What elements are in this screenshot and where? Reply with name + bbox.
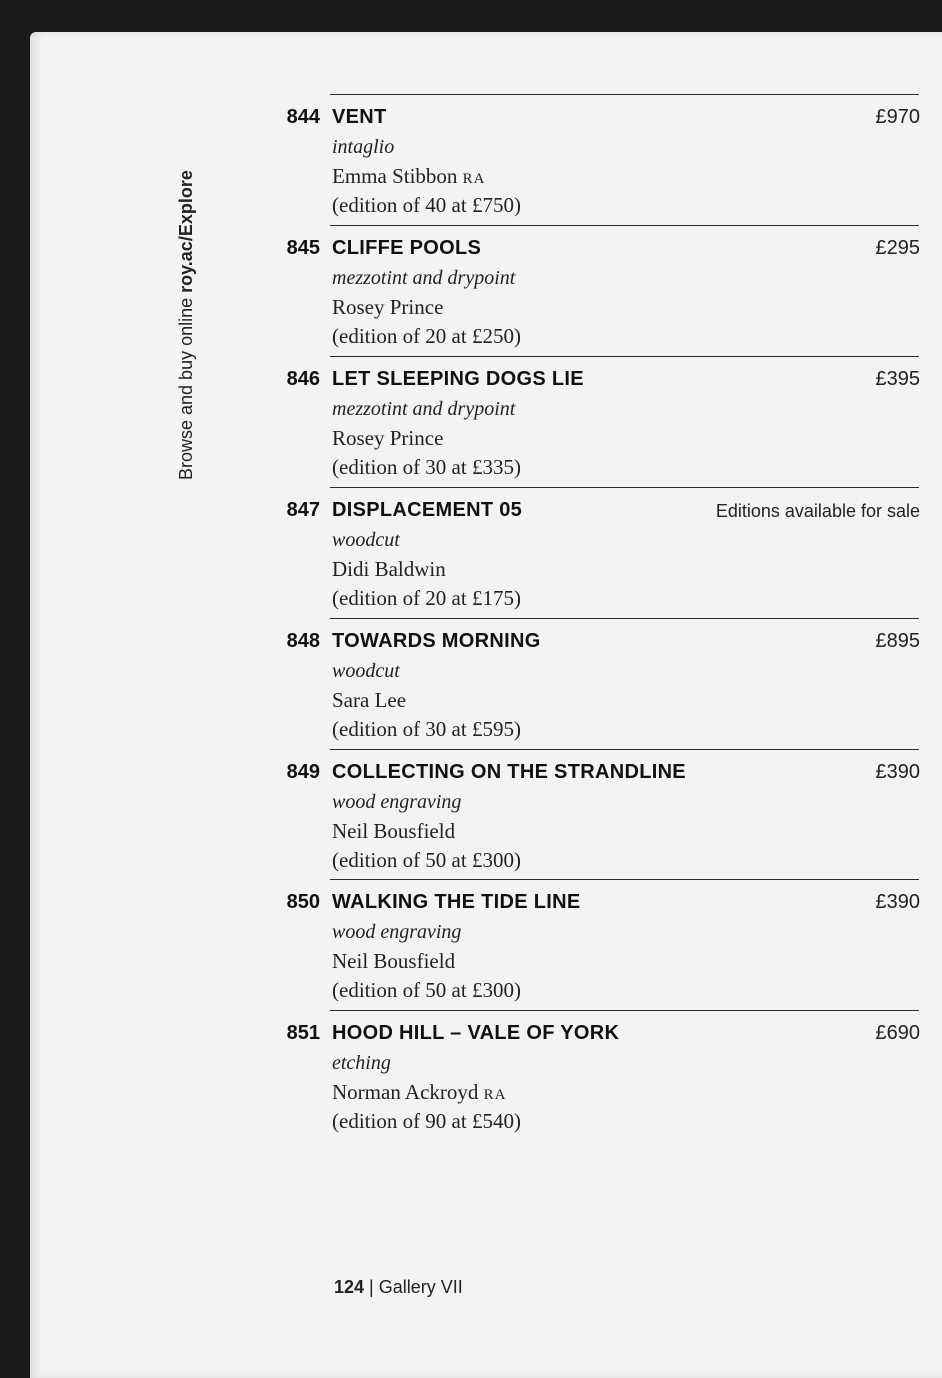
entry-artist — [332, 557, 446, 582]
artist-name: Neil Bousfield — [332, 949, 456, 973]
entry-edition: (edition of 50 at £300) — [332, 848, 521, 872]
entry-title: LET SLEEPING DOGS LIE — [332, 368, 584, 390]
artist-name: Sara Lee — [332, 688, 407, 712]
catalogue-page — [30, 32, 942, 1378]
entry-number: 851 — [286, 1022, 320, 1044]
entry-medium: woodcut — [332, 660, 400, 682]
entry-medium: woodcut — [332, 529, 400, 551]
entry-title: HOOD HILL – VALE OF YORK — [332, 1022, 620, 1044]
section-name: Gallery VII — [378, 1277, 463, 1297]
entry-number: 845 — [286, 237, 320, 259]
artist-name: Didi Baldwin — [332, 557, 446, 581]
entry-edition: (edition of 40 at £750) — [332, 193, 521, 217]
entry-price: £390 — [875, 891, 920, 913]
entry-medium: wood engraving — [332, 791, 462, 813]
entry-edition: (edition of 50 at £300) — [332, 978, 521, 1002]
entry-medium: intaglio — [332, 136, 395, 158]
entry-divider — [330, 749, 919, 750]
entry-medium: mezzotint and drypoint — [332, 398, 516, 420]
entry-number: 849 — [286, 761, 320, 783]
entry-availability: Editions available for sale — [715, 501, 920, 521]
entry-artist — [332, 819, 455, 844]
entry-number: 848 — [286, 630, 320, 652]
entry-divider — [330, 356, 919, 357]
entry-number: 844 — [286, 106, 320, 128]
entry-title: VENT — [332, 106, 387, 128]
entry-artist — [332, 1080, 506, 1105]
entry-title: WALKING THE TIDE LINE — [332, 891, 581, 913]
entry-edition: (edition of 30 at £595) — [332, 717, 521, 741]
artist-name: Rosey Prince — [332, 426, 444, 450]
entry-divider — [330, 487, 919, 488]
ra-suffix: RA — [462, 171, 486, 187]
entry-number: 847 — [286, 499, 320, 521]
entry-artist — [332, 164, 486, 189]
entry-edition: (edition of 30 at £335) — [332, 455, 521, 479]
entry-medium: wood engraving — [332, 921, 462, 943]
entry-title: CLIFFE POOLS — [332, 237, 482, 259]
entry-artist — [332, 949, 455, 974]
entry-price: £690 — [875, 1022, 920, 1044]
artist-name: Norman Ackroyd — [332, 1080, 479, 1104]
entry-price: £390 — [875, 761, 920, 783]
page-number: 124 — [334, 1277, 365, 1297]
entry-edition: (edition of 20 at £175) — [332, 586, 521, 610]
artist-name: Emma Stibbon — [332, 164, 458, 188]
entry-artist — [332, 295, 443, 320]
entry-title: TOWARDS MORNING — [332, 630, 541, 652]
artist-name: Rosey Prince — [332, 295, 444, 319]
entry-medium: etching — [332, 1052, 391, 1074]
entry-divider — [330, 879, 919, 880]
entry-price: £395 — [875, 368, 920, 390]
entry-price: £295 — [875, 237, 920, 259]
footer-separator: | — [364, 1277, 379, 1297]
entry-number: 846 — [286, 368, 320, 390]
ra-suffix: RA — [483, 1087, 507, 1103]
entry-price: £970 — [875, 106, 920, 128]
sidebar-link[interactable]: roy.ac/Explore — [176, 170, 196, 293]
entry-edition: (edition of 20 at £250) — [332, 324, 521, 348]
entry-artist — [332, 688, 406, 713]
sidebar-url-note — [176, 170, 197, 480]
entry-divider — [330, 94, 919, 95]
entry-title: COLLECTING ON THE STRANDLINE — [332, 761, 686, 783]
entry-medium: mezzotint and drypoint — [332, 267, 516, 289]
entry-artist — [332, 426, 443, 451]
entry-divider — [330, 618, 919, 619]
entry-divider — [330, 225, 919, 226]
entry-edition: (edition of 90 at £540) — [332, 1109, 521, 1133]
entry-divider — [330, 1010, 919, 1011]
entry-number: 850 — [286, 891, 320, 913]
entry-title: DISPLACEMENT 05 — [332, 499, 523, 521]
entry-price: £895 — [875, 630, 920, 652]
sidebar-text: Browse and buy online — [176, 292, 196, 480]
artist-name: Neil Bousfield — [332, 819, 456, 843]
page-footer — [334, 1277, 463, 1298]
